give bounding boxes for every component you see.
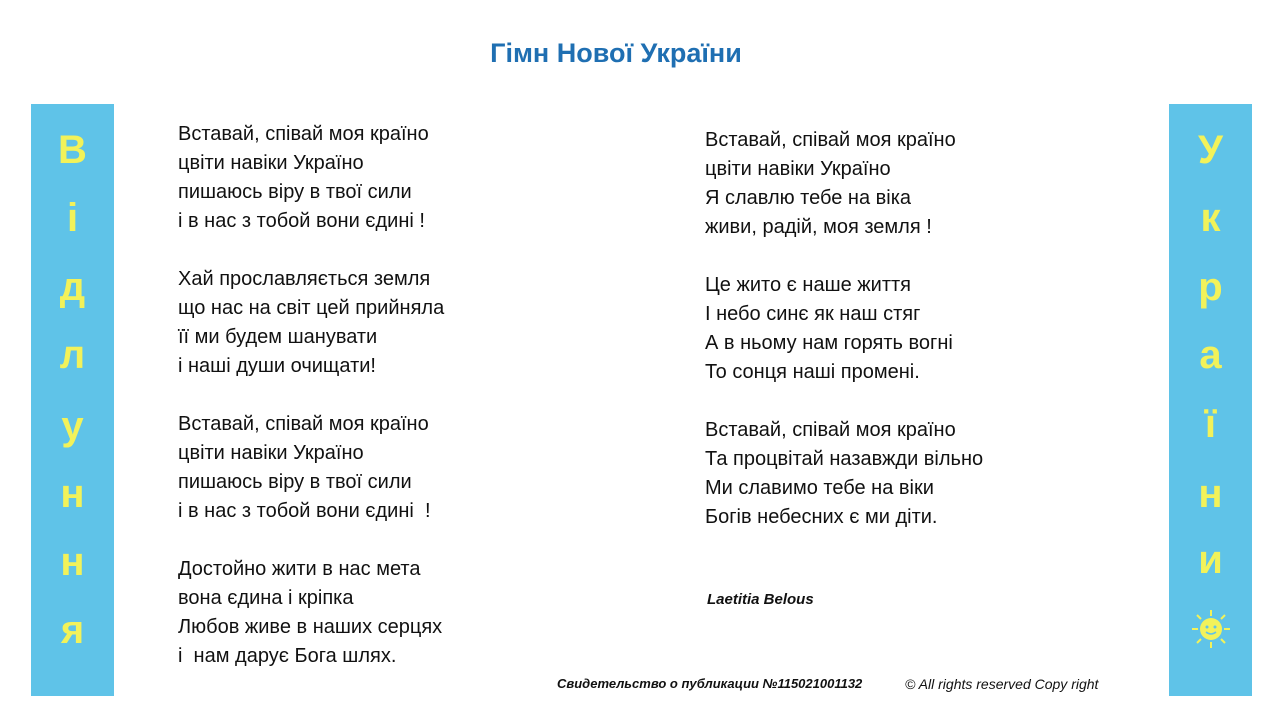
left-bar-letter: я (60, 608, 85, 652)
poem-line: Хай прославляється земля (178, 268, 431, 290)
poem-line: пишаюсь віру в твої сили (178, 471, 412, 493)
poem-line: Вставай, співай моя країно (705, 419, 956, 441)
poem-line: Вставай, співай моя країно (705, 129, 956, 151)
poem-line: живи, радій, моя земля ! (705, 216, 932, 238)
sun-icon (1191, 609, 1231, 649)
right-bar-letter: а (1199, 333, 1222, 377)
copyright-notice: © All rights reserved Copy right (905, 676, 1099, 692)
left-bar-letters (31, 104, 114, 696)
left-bar-letter: у (61, 404, 84, 448)
right-bar-letter: и (1198, 538, 1223, 582)
poem-line: А в ньому нам горять вогні (705, 332, 953, 354)
poem-line: Богів небесних є ми діти. (705, 506, 938, 528)
poem-line: цвіти навіки Україно (178, 442, 364, 464)
left-side-bar (31, 104, 114, 696)
poem-line: Любов живе в наших серцях (178, 616, 443, 638)
poem-line: цвіти навіки Україно (705, 158, 891, 180)
left-bar-letter: н (60, 540, 85, 584)
right-bar-letter: н (1198, 472, 1223, 516)
poem-line: і нам дарує Бога шлях. (178, 645, 397, 667)
stanza (178, 555, 444, 671)
page-title: Гімн Нової України (490, 38, 742, 68)
right-bar-letter: ї (1204, 402, 1217, 446)
right-bar-letter: к (1200, 196, 1221, 240)
poem-line: її ми будем шанувати (178, 326, 378, 348)
poem-line: пишаюсь віру в твої сили (178, 181, 412, 203)
stanza (178, 265, 444, 381)
poem-line: Достойно жити в нас мета (178, 558, 421, 580)
poem-line: і наші души очищати! (178, 355, 376, 377)
right-bar-letter: У (1198, 128, 1223, 172)
poem-line: і в нас з тобой вони єдині ! (178, 210, 425, 232)
stanza (705, 416, 983, 532)
poem-line: І небо синє як наш стяг (705, 303, 921, 325)
poem-line: вона єдина і кріпка (178, 587, 354, 609)
left-bar-letter: і (66, 196, 79, 240)
stanza (705, 126, 983, 242)
poem-line: То сонця наші промені. (705, 361, 920, 383)
right-bar-letter: р (1198, 265, 1223, 309)
left-poem-column (178, 120, 444, 700)
poem-line: Я славлю тебе на віка (705, 187, 912, 209)
right-side-bar (1169, 104, 1252, 696)
stanza (705, 271, 983, 387)
poem-line: Це жито є наше життя (705, 274, 911, 296)
stanza (178, 410, 444, 526)
right-poem-column (705, 126, 983, 561)
left-bar-letter: В (58, 128, 87, 172)
left-bar-letter: д (59, 265, 86, 309)
poem-line: і в нас з тобой вони єдині ! (178, 500, 431, 522)
publication-certificate: Свидетельство о публикации №115021001132 (557, 676, 863, 691)
poem-line: Вставай, співай моя країно (178, 123, 429, 145)
right-bar-letters (1169, 104, 1252, 696)
stanza (178, 120, 444, 236)
left-bar-letter: л (59, 333, 86, 377)
poem-line: Ми славимо тебе на віки (705, 477, 934, 499)
author-name: Laetitia Belous (707, 591, 814, 608)
poem-line: Та процвітай назавжди вільно (705, 448, 984, 470)
poem-line: що нас на світ цей прийняла (178, 297, 445, 319)
poem-line: Вставай, співай моя країно (178, 413, 429, 435)
poem-line: цвіти навіки Україно (178, 152, 364, 174)
left-bar-letter: н (60, 472, 85, 516)
